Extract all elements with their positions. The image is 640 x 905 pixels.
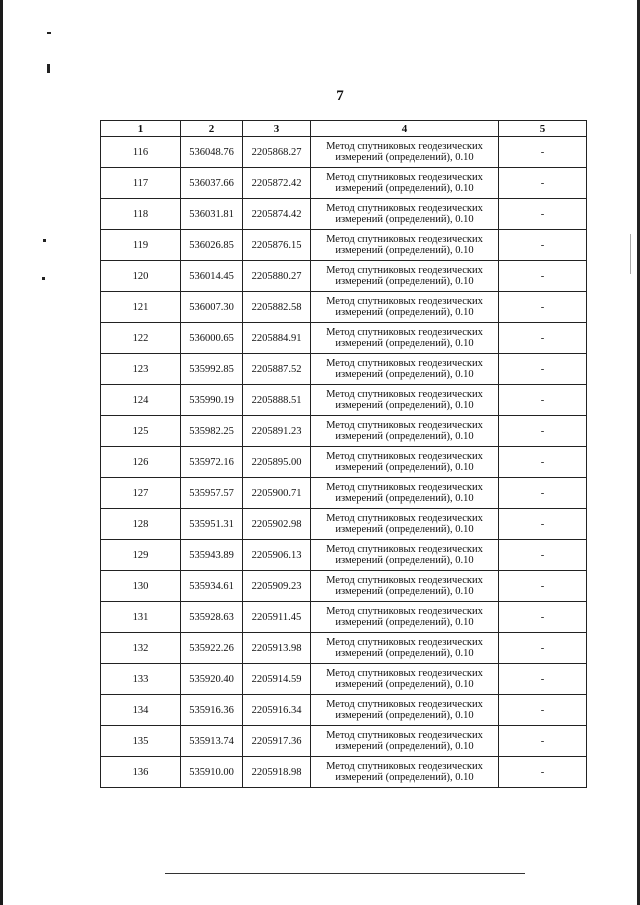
method-text-line: измерений (определений), 0.10 [335,400,474,411]
value-cell: - [499,757,587,788]
method-text-line: измерений (определений), 0.10 [335,524,474,535]
method-text-line: Метод спутниковых геодезических [326,296,483,307]
table-row [101,633,587,664]
x-coordinate-cell: 535982.25 [181,416,243,447]
method-cell [311,292,499,323]
y-coordinate-cell: 2205900.71 [243,478,311,509]
method-text-line: измерений (определений), 0.10 [335,648,474,659]
y-coordinate-cell: 2205872.42 [243,168,311,199]
method-cell [311,230,499,261]
method-cell [311,478,499,509]
method-text-line: измерений (определений), 0.10 [335,276,474,287]
table-row [101,385,587,416]
point-number-cell: 129 [101,540,181,571]
value-cell: - [499,602,587,633]
y-coordinate-cell: 2205887.52 [243,354,311,385]
value-cell: - [499,137,587,168]
point-number-cell: 130 [101,571,181,602]
x-coordinate-cell: 535920.40 [181,664,243,695]
value-cell: - [499,199,587,230]
value-cell: - [499,664,587,695]
value-cell: - [499,323,587,354]
header-cell: 1 [101,121,181,137]
value-cell: - [499,633,587,664]
table-row [101,292,587,323]
method-cell [311,447,499,478]
method-cell [311,757,499,788]
method-text-line: измерений (определений), 0.10 [335,772,474,783]
table-body [101,137,587,788]
point-number-cell: 125 [101,416,181,447]
value-cell: - [499,385,587,416]
value-cell: - [499,416,587,447]
method-text-line: Метод спутниковых геодезических [326,141,483,152]
header-cell: 4 [311,121,499,137]
value-cell: - [499,695,587,726]
method-cell [311,199,499,230]
method-text-line: Метод спутниковых геодезических [326,451,483,462]
table-row [101,602,587,633]
x-coordinate-cell: 535910.00 [181,757,243,788]
point-number-cell: 134 [101,695,181,726]
method-cell [311,540,499,571]
table-row [101,354,587,385]
table-row [101,323,587,354]
method-text-line: Метод спутниковых геодезических [326,234,483,245]
scan-left-edge [0,0,3,905]
point-number-cell: 118 [101,199,181,230]
table-row [101,168,587,199]
table-row [101,478,587,509]
x-coordinate-cell: 535916.36 [181,695,243,726]
method-text-line: Метод спутниковых геодезических [326,203,483,214]
y-coordinate-cell: 2205918.98 [243,757,311,788]
method-text-line: измерений (определений), 0.10 [335,214,474,225]
point-number-cell: 124 [101,385,181,416]
page-number: 7 [336,88,344,104]
method-text-line: Метод спутниковых геодезических [326,544,483,555]
method-cell [311,168,499,199]
method-text-line: Метод спутниковых геодезических [326,606,483,617]
y-coordinate-cell: 2205906.13 [243,540,311,571]
method-text-line: измерений (определений), 0.10 [335,183,474,194]
method-text-line: измерений (определений), 0.10 [335,462,474,473]
point-number-cell: 133 [101,664,181,695]
table-row [101,571,587,602]
header-cell: 2 [181,121,243,137]
method-text-line: Метод спутниковых геодезических [326,420,483,431]
y-coordinate-cell: 2205876.15 [243,230,311,261]
method-text-line: измерений (определений), 0.10 [335,338,474,349]
y-coordinate-cell: 2205884.91 [243,323,311,354]
header-cell: 5 [499,121,587,137]
table-row [101,540,587,571]
x-coordinate-cell: 535957.57 [181,478,243,509]
method-cell [311,416,499,447]
method-text-line: Метод спутниковых геодезических [326,761,483,772]
method-text-line: измерений (определений), 0.10 [335,741,474,752]
point-number-cell: 132 [101,633,181,664]
scan-artifact [42,277,45,280]
method-text-line: измерений (определений), 0.10 [335,307,474,318]
method-text-line: измерений (определений), 0.10 [335,617,474,628]
method-text-line: измерений (определений), 0.10 [335,369,474,380]
y-coordinate-cell: 2205916.34 [243,695,311,726]
table-header-row [101,121,587,137]
scan-artifact [47,64,50,73]
x-coordinate-cell: 536037.66 [181,168,243,199]
method-text-line: измерений (определений), 0.10 [335,245,474,256]
value-cell: - [499,726,587,757]
point-number-cell: 121 [101,292,181,323]
table-row [101,695,587,726]
method-text-line: Метод спутниковых геодезических [326,358,483,369]
method-cell [311,354,499,385]
point-number-cell: 131 [101,602,181,633]
point-number-cell: 120 [101,261,181,292]
x-coordinate-cell: 536000.65 [181,323,243,354]
table-row [101,664,587,695]
table-row [101,137,587,168]
x-coordinate-cell: 535943.89 [181,540,243,571]
y-coordinate-cell: 2205917.36 [243,726,311,757]
method-text-line: измерений (определений), 0.10 [335,431,474,442]
x-coordinate-cell: 536026.85 [181,230,243,261]
y-coordinate-cell: 2205911.45 [243,602,311,633]
point-number-cell: 136 [101,757,181,788]
method-text-line: Метод спутниковых геодезических [326,513,483,524]
scan-artifact [47,32,51,34]
method-text-line: Метод спутниковых геодезических [326,482,483,493]
point-number-cell: 123 [101,354,181,385]
table-row [101,726,587,757]
y-coordinate-cell: 2205909.23 [243,571,311,602]
value-cell: - [499,447,587,478]
x-coordinate-cell: 535913.74 [181,726,243,757]
y-coordinate-cell: 2205902.98 [243,509,311,540]
method-text-line: Метод спутниковых геодезических [326,637,483,648]
table-row [101,261,587,292]
table-row [101,757,587,788]
y-coordinate-cell: 2205888.51 [243,385,311,416]
value-cell: - [499,571,587,602]
scan-artifact [630,234,631,274]
method-text-line: измерений (определений), 0.10 [335,152,474,163]
x-coordinate-cell: 536014.45 [181,261,243,292]
y-coordinate-cell: 2205895.00 [243,447,311,478]
x-coordinate-cell: 535934.61 [181,571,243,602]
method-cell [311,633,499,664]
coordinates-table [100,120,587,788]
method-cell [311,261,499,292]
x-coordinate-cell: 536007.30 [181,292,243,323]
method-text-line: измерений (определений), 0.10 [335,710,474,721]
method-text-line: Метод спутниковых геодезических [326,265,483,276]
x-coordinate-cell: 536048.76 [181,137,243,168]
x-coordinate-cell: 535992.85 [181,354,243,385]
value-cell: - [499,292,587,323]
value-cell: - [499,230,587,261]
method-text-line: измерений (определений), 0.10 [335,586,474,597]
y-coordinate-cell: 2205882.58 [243,292,311,323]
point-number-cell: 127 [101,478,181,509]
method-text-line: Метод спутниковых геодезических [326,172,483,183]
method-text-line: Метод спутниковых геодезических [326,699,483,710]
y-coordinate-cell: 2205868.27 [243,137,311,168]
point-number-cell: 128 [101,509,181,540]
method-text-line: измерений (определений), 0.10 [335,493,474,504]
table-row [101,447,587,478]
x-coordinate-cell: 535990.19 [181,385,243,416]
method-cell [311,509,499,540]
x-coordinate-cell: 536031.81 [181,199,243,230]
point-number-cell: 126 [101,447,181,478]
table-row [101,509,587,540]
method-cell [311,664,499,695]
y-coordinate-cell: 2205874.42 [243,199,311,230]
y-coordinate-cell: 2205891.23 [243,416,311,447]
method-text-line: Метод спутниковых геодезических [326,668,483,679]
method-cell [311,137,499,168]
table-row [101,199,587,230]
method-cell [311,695,499,726]
point-number-cell: 119 [101,230,181,261]
point-number-cell: 116 [101,137,181,168]
x-coordinate-cell: 535972.16 [181,447,243,478]
method-text-line: Метод спутниковых геодезических [326,389,483,400]
scan-artifact [165,873,525,874]
value-cell: - [499,509,587,540]
method-text-line: Метод спутниковых геодезических [326,327,483,338]
y-coordinate-cell: 2205880.27 [243,261,311,292]
x-coordinate-cell: 535928.63 [181,602,243,633]
value-cell: - [499,354,587,385]
table-row [101,416,587,447]
value-cell: - [499,478,587,509]
scan-artifact [43,239,46,242]
method-cell [311,385,499,416]
point-number-cell: 122 [101,323,181,354]
method-cell [311,323,499,354]
value-cell: - [499,168,587,199]
method-cell [311,726,499,757]
method-text-line: Метод спутниковых геодезических [326,575,483,586]
method-cell [311,602,499,633]
header-cell: 3 [243,121,311,137]
table-row [101,230,587,261]
value-cell: - [499,261,587,292]
method-cell [311,571,499,602]
x-coordinate-cell: 535951.31 [181,509,243,540]
y-coordinate-cell: 2205913.98 [243,633,311,664]
x-coordinate-cell: 535922.26 [181,633,243,664]
point-number-cell: 135 [101,726,181,757]
point-number-cell: 117 [101,168,181,199]
value-cell: - [499,540,587,571]
method-text-line: измерений (определений), 0.10 [335,679,474,690]
method-text-line: Метод спутниковых геодезических [326,730,483,741]
y-coordinate-cell: 2205914.59 [243,664,311,695]
method-text-line: измерений (определений), 0.10 [335,555,474,566]
